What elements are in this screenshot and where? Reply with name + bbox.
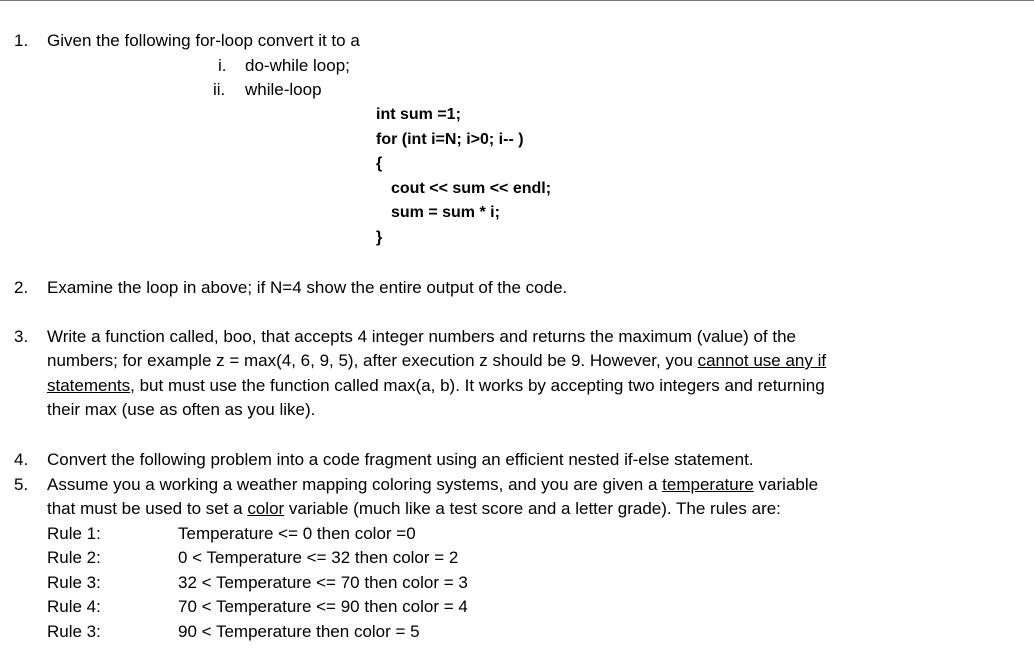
code-line-6: } <box>376 229 383 246</box>
top-border <box>0 0 1034 1</box>
q3-line-2 <box>47 351 826 371</box>
code-line-4: cout << sum << endl; <box>391 180 552 197</box>
q5-line-1-end: variable <box>753 475 819 494</box>
q2-number: 2. <box>14 278 29 297</box>
q5-line-2 <box>47 499 781 519</box>
code-line-3: { <box>376 155 383 172</box>
q3-line-3 <box>47 376 825 396</box>
q1-number: 1. <box>14 31 29 50</box>
q5-line-1-text: Assume you a working a weather mapping coloring systems, and you are given a <box>47 475 663 494</box>
q1-sub-label-2: ii. <box>213 80 226 99</box>
rule-label-5: Rule 3: <box>47 622 101 641</box>
q1-text: Given the following for-loop convert it to a <box>47 31 360 50</box>
q5-line-1 <box>47 475 818 495</box>
q3-line-1: Write a function called, boo, that accepts 4 integer numbers and returns the maximum (value) of the <box>47 327 797 346</box>
q3-line-4: their max (use as often as you like). <box>47 400 316 419</box>
q2-text: Examine the loop in above; if N=4 show the entire output of the code. <box>47 278 568 297</box>
rule-text-2: 0 < Temperature <= 32 then color = 2 <box>178 548 459 567</box>
q3-number: 3. <box>14 327 29 346</box>
q3-line-3-text: , but must use the function called max(a, b). It works by accepting two integers and returning <box>130 376 825 395</box>
rule-label-3: Rule 3: <box>47 573 101 592</box>
rule-label-4: Rule 4: <box>47 597 101 616</box>
q1-sub-text-1: do-while loop; <box>245 56 350 75</box>
rule-text-4: 70 < Temperature <= 90 then color = 4 <box>178 597 468 616</box>
q5-line-1-underlined: temperature <box>662 475 754 494</box>
code-line-1: int sum =1; <box>376 106 461 123</box>
q3-line-2-underlined: cannot use any if <box>697 351 827 370</box>
q5-number: 5. <box>14 475 29 494</box>
q1-sub-text-2: while-loop <box>245 80 322 99</box>
q1-sub-label-1: i. <box>218 56 227 75</box>
q4-number: 4. <box>14 450 29 469</box>
rule-text-3: 32 < Temperature <= 70 then color = 3 <box>178 573 468 592</box>
q5-line-2-text: that must be used to set a <box>47 499 248 518</box>
code-line-5: sum = sum * i; <box>391 204 500 221</box>
rule-label-2: Rule 2: <box>47 548 101 567</box>
code-line-2: for (int i=N; i>0; i-- ) <box>376 131 524 148</box>
q3-line-3-underlined: statements <box>47 376 131 395</box>
q4-text: Convert the following problem into a code fragment using an efficient nested if-else statement. <box>47 450 754 469</box>
rule-text-5: 90 < Temperature then color = 5 <box>178 622 420 641</box>
rule-text-1: Temperature <= 0 then color =0 <box>178 524 416 543</box>
q3-line-2-text: numbers; for example z = max(4, 6, 9, 5), after execution z should be 9. However, you <box>47 351 698 370</box>
q5-line-2-end: variable (much like a test score and a letter grade). The rules are: <box>284 499 781 518</box>
rule-label-1: Rule 1: <box>47 524 101 543</box>
q5-line-2-underlined: color <box>247 499 285 518</box>
